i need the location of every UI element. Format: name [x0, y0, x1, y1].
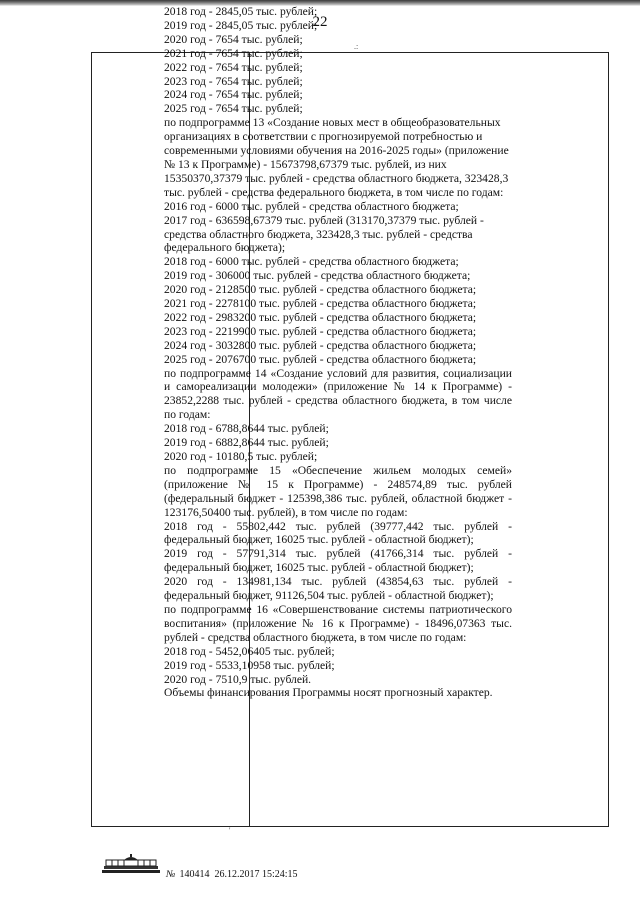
year-line: 2019 год - 57791,314 тыс. рублей (41766,314 тыс. рублей - федеральный бюджет, 16025 тыс. рублей - областной бюджет);	[164, 547, 512, 575]
year-line: 2021 год - 7654 тыс. рублей;	[164, 46, 303, 60]
year-line: 2020 год - 7654 тыс. рублей;	[164, 32, 303, 46]
year-line: 2018 год - 55802,442 тыс. рублей (39777,442 тыс. рублей - федеральный бюджет, 16025 тыс. рублей - областной бюджет);	[164, 519, 512, 547]
year-line: 2019 год - 306000 тыс. рублей - средства областного бюджета;	[164, 269, 471, 283]
document-datetime: 26.12.2017 15:24:15	[214, 869, 298, 880]
scan-mark: '	[229, 826, 231, 835]
year-line: 2017 год - 636598,67379 тыс. рублей (313170,37379 тыс. рублей - средства областного бюджета, 323428,3 тыс. рублей - средства федерального бюджета);	[164, 213, 484, 255]
closing-note: Объемы финансирования Программы носят прогнозный характер.	[164, 686, 493, 700]
year-line: 2019 год - 6882,8644 тыс. рублей;	[164, 436, 329, 450]
year-line: 2018 год - 6000 тыс. рублей - средства областного бюджета;	[164, 255, 459, 269]
year-line: 2022 год - 7654 тыс. рублей;	[164, 60, 303, 74]
year-line: 2024 год - 7654 тыс. рублей;	[164, 88, 303, 102]
page-number: 22	[312, 14, 328, 30]
year-line: 2020 год - 134981,134 тыс. рублей (43854,63 тыс. рублей - федеральный бюджет, 91126,504 тыс. рублей - областной бюджет);	[164, 575, 512, 603]
year-line: 2018 год - 2845,05 тыс. рублей;	[164, 5, 318, 18]
subprogram-15-paragraph: по подпрограмме 15 «Обеспечение жильем молодых семей» (приложение № 15 к Программе) - 248574,89 тыс. рублей (федеральный бюджет - 125398,386 тыс. рублей, областной бюджет - 123176,50400 тыс. рублей), в том числе по годам:	[164, 463, 512, 519]
year-line: 2019 год - 5533,10958 тыс. рублей;	[164, 658, 335, 672]
year-line: 2024 год - 3032800 тыс. рублей - средства областного бюджета;	[164, 338, 477, 352]
year-line: 2020 год - 7510,9 тыс. рублей.	[164, 672, 312, 686]
subprogram-14-paragraph: по подпрограмме 14 «Создание условий для развития, социализации и самореализации молодежи» (приложение № 14 к Программе) - 23852,2288 тыс. рублей - средства областного бюджета, в том числе по годам:	[164, 366, 512, 422]
year-line: 2018 год - 6788,8644 тыс. рублей;	[164, 422, 329, 436]
financing-text	[164, 5, 512, 700]
document-number: 140414	[179, 869, 210, 880]
year-line: 2016 год - 6000 тыс. рублей - средства областного бюджета;	[164, 199, 459, 213]
year-line: 2018 год - 5452,06405 тыс. рублей;	[164, 644, 335, 658]
document-stamp-info	[166, 869, 298, 880]
government-building-stamp	[100, 854, 162, 876]
subprogram-13-paragraph: по подпрограмме 13 «Создание новых мест в общеобразовательных организациях в соответствии с прогнозируемой потребностью и современными условиями обучения на 2016-2025 годы» (приложение № 13 к Программе) - 15673798,67379 тыс. рублей, из них 15350370,37379 тыс. рублей - средства областного бюджета, 323428,3 тыс. рублей - средства федерального бюджета, в том числе по годам:	[164, 116, 509, 199]
year-line: 2025 год - 2076700 тыс. рублей - средства областного бюджета;	[164, 352, 477, 366]
year-line: 2020 год - 2128500 тыс. рублей - средства областного бюджета;	[164, 283, 477, 297]
scan-mark: .:	[354, 42, 359, 51]
year-line: 2022 год - 2983200 тыс. рублей - средства областного бюджета;	[164, 310, 477, 324]
numero-sign: №	[166, 869, 176, 880]
year-line: 2023 год - 2219900 тыс. рублей - средства областного бюджета;	[164, 324, 477, 338]
year-line: 2023 год - 7654 тыс. рублей;	[164, 74, 303, 88]
year-line: 2019 год - 2845,05 тыс. рублей;	[164, 18, 318, 32]
year-line: 2021 год - 2278100 тыс. рублей - средства областного бюджета;	[164, 297, 477, 311]
year-line: 2025 год - 7654 тыс. рублей;	[164, 102, 303, 116]
year-line: 2020 год - 10180,5 тыс. рублей;	[164, 450, 318, 463]
subprogram-16-paragraph: по подпрограмме 16 «Совершенствование системы патриотического воспитания» (приложение № 16 к Программе) - 18496,07363 тыс. рублей - средства областного бюджета, в том числе по годам:	[164, 602, 512, 644]
